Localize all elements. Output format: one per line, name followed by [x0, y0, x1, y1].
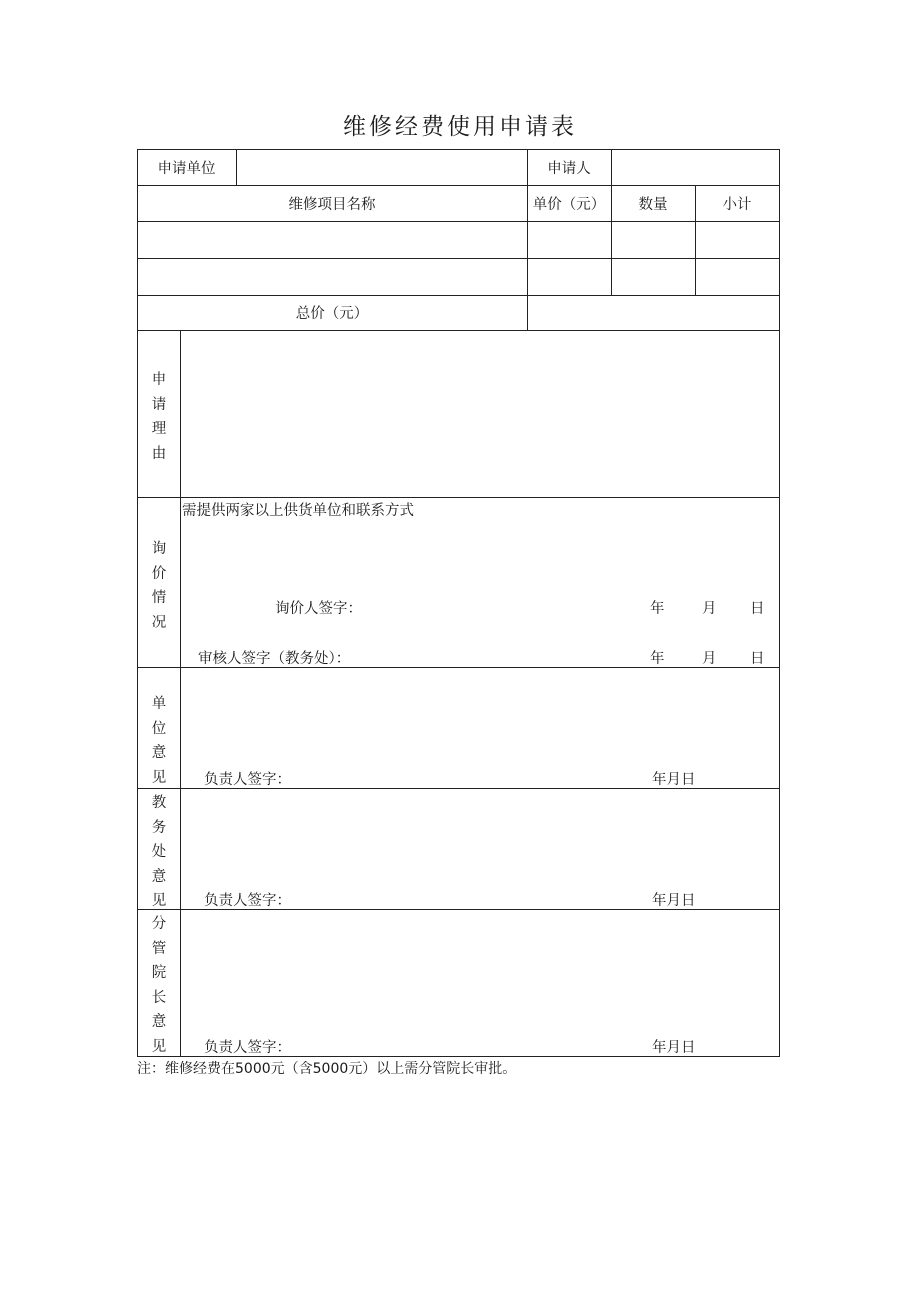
item-name-cell[interactable]: [138, 222, 527, 258]
table-border-right: [779, 149, 780, 1057]
subtotal-cell[interactable]: [696, 222, 779, 258]
unit-field[interactable]: [237, 149, 527, 185]
unit-label: 申请单位: [157, 160, 216, 177]
inquirer-day: 日: [750, 601, 765, 617]
inquirer-month: 月: [702, 601, 717, 617]
inquiry-label: 询 价 情 况: [151, 541, 167, 631]
unit-opinion-sign-label: 负责人签字：: [204, 772, 291, 788]
reviewer-sign-label: 审核人签字（教务处）：: [198, 651, 351, 667]
applicant-label: 申请人: [547, 160, 591, 177]
total-field[interactable]: [528, 296, 779, 330]
unit-opinion-date: 年月日: [652, 772, 696, 788]
col-header-quantity: 数量: [638, 196, 668, 213]
col-header-subtotal: 小计: [722, 196, 752, 213]
footnote: 注：维修经费在5000元（含5000元）以上需分管院长审批。: [137, 1061, 517, 1077]
unit-price-cell[interactable]: [528, 222, 611, 258]
dean-opinion-sign-label: 负责人签字：: [204, 1040, 291, 1056]
applicant-field[interactable]: [612, 149, 779, 185]
reason-field[interactable]: [181, 331, 779, 497]
academic-opinion-sign-label: 负责人签字：: [204, 893, 291, 909]
quantity-cell[interactable]: [612, 259, 695, 295]
col-header-unit-price: 单价（元）: [532, 196, 606, 213]
total-label: 总价（元）: [295, 306, 369, 322]
unit-opinion-label: 单 位 意 见: [151, 696, 167, 786]
reason-label: 申 请 理 由: [151, 372, 167, 462]
unit-price-cell[interactable]: [528, 259, 611, 295]
reviewer-year: 年: [650, 651, 665, 667]
inquiry-instruction: 需提供两家以上供货单位和联系方式: [182, 503, 414, 519]
form-title: 维修经费使用申请表: [343, 114, 577, 140]
dean-opinion-label: 分 管 院 长 意 见: [151, 916, 167, 1055]
academic-opinion-date: 年月日: [652, 893, 696, 909]
reviewer-day: 日: [750, 651, 765, 667]
inquirer-year: 年: [650, 601, 665, 617]
item-name-cell[interactable]: [138, 259, 527, 295]
dean-opinion-date: 年月日: [652, 1040, 696, 1056]
quantity-cell[interactable]: [612, 222, 695, 258]
academic-opinion-label: 教 务 处 意 见: [151, 795, 167, 909]
col-header-item-name: 维修项目名称: [288, 196, 376, 213]
subtotal-cell[interactable]: [696, 259, 779, 295]
reviewer-month: 月: [702, 651, 717, 667]
inquirer-sign-label: 询价人签字：: [275, 601, 362, 617]
row-divider: [137, 497, 780, 498]
